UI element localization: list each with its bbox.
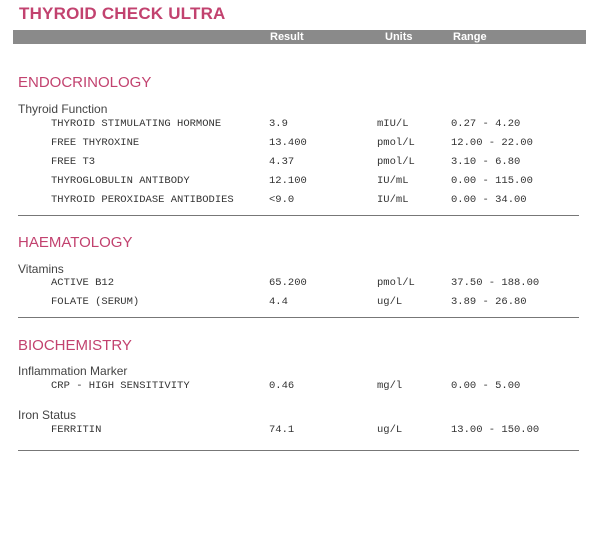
test-name: THYROID PEROXIDASE ANTIBODIES bbox=[51, 194, 234, 206]
table-row bbox=[0, 424, 600, 440]
group-title: Vitamins bbox=[18, 262, 64, 276]
column-header-range: Range bbox=[453, 31, 487, 43]
test-range: 0.00 - 115.00 bbox=[451, 175, 533, 187]
table-row bbox=[0, 118, 600, 134]
column-header-result: Result bbox=[270, 31, 304, 43]
section-title: ENDOCRINOLOGY bbox=[18, 74, 152, 91]
test-name: FERRITIN bbox=[51, 424, 102, 436]
test-name: FREE THYROXINE bbox=[51, 137, 140, 149]
test-range: 13.00 - 150.00 bbox=[451, 424, 540, 436]
test-units: mg/l bbox=[377, 380, 403, 392]
test-name: FREE T3 bbox=[51, 156, 96, 168]
test-name: THYROID STIMULATING HORMONE bbox=[51, 118, 222, 130]
test-range: 37.50 - 188.00 bbox=[451, 277, 540, 289]
table-row bbox=[0, 194, 600, 210]
test-result: 3.9 bbox=[269, 118, 288, 130]
test-range: 12.00 - 22.00 bbox=[451, 137, 533, 149]
test-result: 4.4 bbox=[269, 296, 288, 308]
test-range: 0.00 - 34.00 bbox=[451, 194, 527, 206]
group-title: Thyroid Function bbox=[18, 102, 108, 116]
test-result: 74.1 bbox=[269, 424, 295, 436]
section-divider bbox=[18, 317, 579, 318]
test-units: ug/L bbox=[377, 424, 403, 436]
section-divider bbox=[18, 215, 579, 216]
test-result: 12.100 bbox=[269, 175, 307, 187]
table-row bbox=[0, 277, 600, 293]
test-name: THYROGLOBULIN ANTIBODY bbox=[51, 175, 190, 187]
test-units: pmol/L bbox=[377, 277, 415, 289]
section-divider bbox=[18, 450, 579, 451]
test-result: 4.37 bbox=[269, 156, 295, 168]
table-row bbox=[0, 137, 600, 153]
test-result: <9.0 bbox=[269, 194, 295, 206]
table-row bbox=[0, 296, 600, 312]
column-header-bar bbox=[13, 30, 586, 44]
test-name: FOLATE (SERUM) bbox=[51, 296, 140, 308]
test-range: 0.00 - 5.00 bbox=[451, 380, 521, 392]
test-name: ACTIVE B12 bbox=[51, 277, 115, 289]
test-units: IU/mL bbox=[377, 175, 409, 187]
test-result: 0.46 bbox=[269, 380, 295, 392]
table-row bbox=[0, 380, 600, 396]
column-header-units: Units bbox=[385, 31, 413, 43]
test-units: mIU/L bbox=[377, 118, 409, 130]
test-range: 0.27 - 4.20 bbox=[451, 118, 521, 130]
test-result: 65.200 bbox=[269, 277, 307, 289]
test-units: pmol/L bbox=[377, 156, 415, 168]
group-title: Iron Status bbox=[18, 408, 77, 422]
test-units: IU/mL bbox=[377, 194, 409, 206]
test-units: pmol/L bbox=[377, 137, 415, 149]
test-range: 3.89 - 26.80 bbox=[451, 296, 527, 308]
section-title: BIOCHEMISTRY bbox=[18, 337, 132, 354]
report-title: THYROID CHECK ULTRA bbox=[19, 4, 226, 23]
section-title: HAEMATOLOGY bbox=[18, 234, 133, 251]
table-row bbox=[0, 175, 600, 191]
test-name: CRP - HIGH SENSITIVITY bbox=[51, 380, 190, 392]
test-units: ug/L bbox=[377, 296, 403, 308]
test-range: 3.10 - 6.80 bbox=[451, 156, 521, 168]
test-result: 13.400 bbox=[269, 137, 307, 149]
table-row bbox=[0, 156, 600, 172]
group-title: Inflammation Marker bbox=[18, 364, 128, 378]
